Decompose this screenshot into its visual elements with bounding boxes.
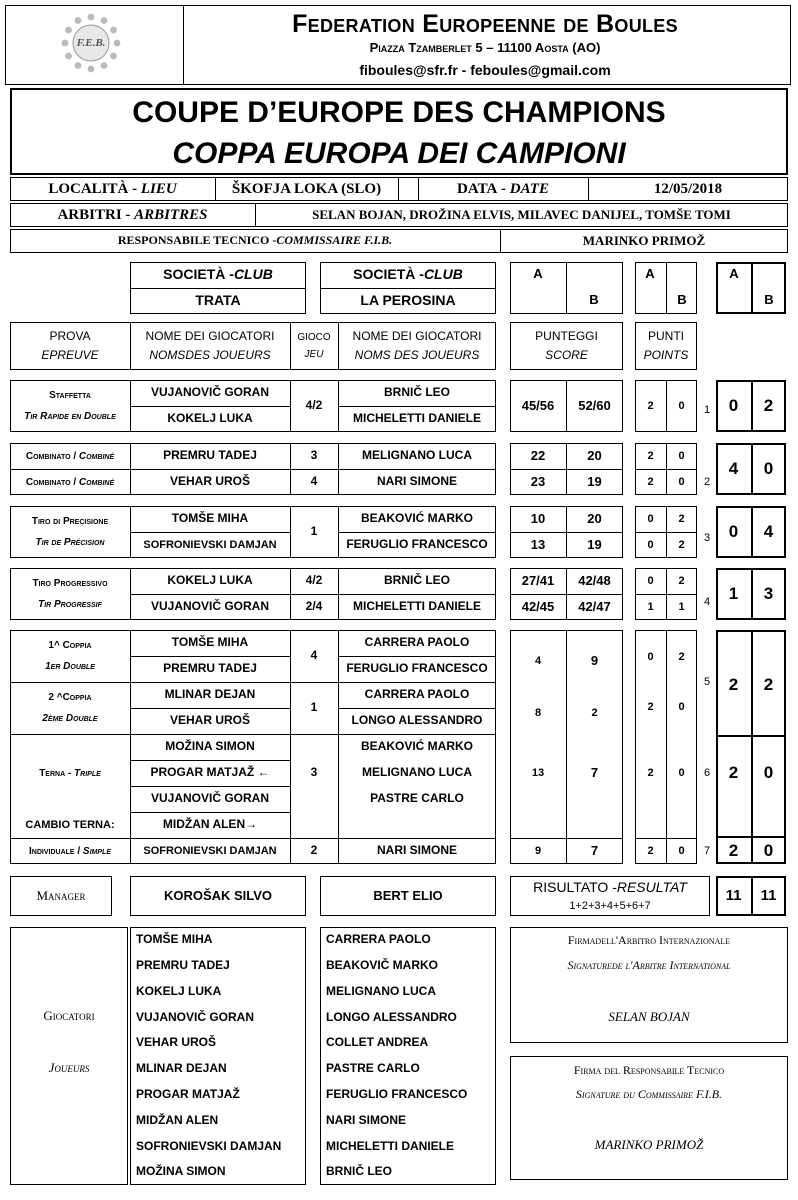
- event5b-player-b1: CARRERA PAOLO: [364, 687, 470, 702]
- ab-divider: [566, 262, 567, 314]
- technical-signature-title-it: Firma del Responsabile Tecnico: [573, 1063, 725, 1078]
- referee-signature-name: SELAN BOJAN: [608, 1008, 690, 1024]
- event3-number: 3: [703, 531, 711, 544]
- event5-game: 4: [310, 648, 318, 663]
- event6-player-a1: MOŽINA SIMON: [165, 739, 255, 754]
- technical-signature-name: MARINKO PRIMOŽ: [594, 1136, 704, 1152]
- org-emails: fiboules@sfr.fr - feboules@gmail.com: [359, 62, 611, 79]
- player-list-item: NARI SIMONE: [326, 1112, 407, 1127]
- event2-name-2: Combinato / Combiné: [25, 476, 115, 488]
- event5b-name: 2 ^Coppia 2ème Double: [42, 692, 98, 724]
- player-list-item: VEHAR UROŠ: [136, 1035, 217, 1050]
- players-label-fr: Joueurs: [48, 1059, 90, 1075]
- date-value: 12/05/2018: [653, 180, 723, 197]
- event1-player-b1: BRNIČ LEO: [384, 385, 450, 400]
- event7-player-a1: SOFRONIEVSKI DAMJAN: [143, 844, 277, 857]
- event3-player-a1: TOMŠE MIHA: [171, 511, 249, 526]
- event3-player-b1: BEAKOVIĆ MARKO: [360, 511, 473, 526]
- event5b-score-b: 2: [591, 706, 598, 719]
- event5-player-b1: CARRERA PAOLO: [364, 635, 470, 650]
- event2-game-2: 4: [310, 474, 318, 489]
- club-a-name: TRATA: [195, 292, 241, 309]
- event6-player-a2: PROGAR MATJAŽ ←: [150, 765, 270, 780]
- event3-points-1b: 2: [678, 512, 685, 525]
- event2-total-a: 4: [728, 458, 739, 478]
- referees-label: ARBITRI - ARBITRES: [57, 206, 208, 223]
- event1-game: 4/2: [305, 398, 323, 413]
- players-label-box: [10, 927, 128, 1185]
- event4-game-2: 2/4: [305, 599, 323, 614]
- event3-score-1b: 20: [587, 510, 602, 526]
- col-names-b: NOME DEI GIOCATORI NOMS DES JOUEURS: [352, 328, 482, 362]
- event2-total-b: 0: [763, 458, 774, 478]
- event4-total-a: 1: [728, 583, 739, 603]
- event4-score-2a: 42/45: [521, 598, 555, 614]
- event1-total-a: 0: [728, 395, 739, 415]
- event3-score-2b: 19: [587, 536, 602, 552]
- event2-player-b1: MELIGNANO LUCA: [362, 448, 472, 463]
- event5b-game: 1: [310, 700, 318, 715]
- col-game: GIOCO JEU: [297, 332, 331, 360]
- player-list-item: MELIGNANO LUCA: [326, 983, 436, 998]
- event2-score-2b: 19: [587, 473, 602, 489]
- manager-label: Manager: [36, 887, 86, 903]
- event3-points-1a: 0: [647, 512, 654, 525]
- technical-value: MARINKO PRIMOŽ: [582, 232, 706, 248]
- ab-divider: [666, 262, 667, 314]
- club-a-label: SOCIETÀ - CLUB: [163, 266, 273, 283]
- event2-score-1a: 22: [530, 447, 546, 463]
- org-name: Federation Europeenne de Boules: [292, 10, 678, 39]
- event4-number: 4: [703, 595, 711, 608]
- player-list-item: MOŽINA SIMON: [136, 1164, 226, 1179]
- event5-points-b: 2: [678, 650, 685, 663]
- event2-number: 2: [703, 475, 711, 488]
- event1-player-a2: KOKELJ LUKA: [167, 411, 253, 426]
- event1-player-b2: MICHELETTI DANIELE: [353, 411, 481, 426]
- event7-player-b1: NARI SIMONE: [376, 843, 457, 858]
- player-list-item: VUJANOVIČ GORAN: [136, 1009, 255, 1024]
- player-list-item: MICHELETTI DANIELE: [326, 1138, 454, 1153]
- technical-label: RESPONSABILE TECNICO - COMMISSAIRE F.I.B.: [117, 233, 393, 248]
- event6-player-b1: BEAKOVIĆ MARKO: [360, 739, 473, 754]
- event4-total-b: 3: [763, 583, 774, 603]
- points-b-label: B: [677, 291, 687, 307]
- event6-score-a: 13: [531, 766, 545, 779]
- event7-total-a: 2: [728, 840, 739, 860]
- event4-score-1a: 27/41: [521, 572, 555, 588]
- referee-signature-title-it: Firmadell'Arbitro Internazionale: [567, 933, 731, 948]
- event6-number: 6: [703, 766, 711, 779]
- event3-points-2b: 2: [678, 538, 685, 551]
- club-b-label: SOCIETÀ - CLUB: [353, 266, 463, 283]
- event5-player-b2: FERUGLIO FRANCESCO: [346, 661, 488, 676]
- result-formula: 1+2+3+4+5+6+7: [569, 899, 651, 912]
- event2-points-2b: 0: [678, 475, 685, 488]
- event7-points-a: 2: [647, 844, 654, 857]
- event2-points-2a: 2: [647, 475, 654, 488]
- event1-player-a1: VUJANOVIČ GORAN: [150, 385, 269, 400]
- player-list-item: KOKELJ LUKA: [136, 983, 222, 998]
- technical-signature-title-fr: Signature du Commissaire F.I.B.: [575, 1087, 723, 1102]
- event3-total-b: 4: [763, 521, 774, 541]
- event7-score-a: 9: [534, 844, 542, 857]
- manager-b: BERT ELIO: [373, 887, 443, 903]
- event6-player-a3: VUJANOVIČ GORAN: [150, 791, 269, 806]
- score-a-label: A: [533, 265, 543, 281]
- event5b-player-a2: VEHAR UROŠ: [169, 713, 250, 728]
- player-list-item: BEAKOVIČ MARKO: [326, 958, 439, 973]
- player-list-item: COLLET ANDREA: [326, 1035, 429, 1050]
- event3-game: 1: [310, 524, 318, 539]
- event4-game-1: 4/2: [305, 573, 323, 588]
- title-it: COPPA EUROPA DEI CAMPIONI: [172, 136, 626, 170]
- info-divider: [398, 177, 399, 201]
- event6-points-b: 0: [678, 766, 685, 779]
- event1-number: 1: [703, 403, 711, 416]
- event2-points-1b: 0: [678, 449, 685, 462]
- event4-points-2b: 1: [678, 600, 685, 613]
- event4-points-1a: 0: [647, 574, 654, 587]
- points-a-label: A: [645, 265, 655, 281]
- player-list-item: PROGAR MATJAŽ: [136, 1087, 240, 1102]
- player-list-item: CARRERA PAOLO: [326, 932, 431, 947]
- event2-name-1: Combinato / Combiné: [25, 450, 115, 462]
- event1-score-a: 45/56: [521, 397, 555, 413]
- event7-score-b: 7: [590, 842, 599, 858]
- event2-points-1a: 2: [647, 449, 654, 462]
- event4-score-2b: 42/47: [578, 598, 611, 614]
- event3-total-a: 0: [728, 521, 739, 541]
- event6-player-a4: MIDŽAN ALEN→: [162, 817, 258, 832]
- location-value: ŠKOFJA LOKA (SLO): [231, 180, 382, 197]
- event2-score-2a: 23: [530, 473, 546, 489]
- org-address: Piazza Tzamberlet 5 – 11100 Aosta (AO): [369, 39, 601, 55]
- ab-divider: [751, 262, 753, 314]
- event7-number: 7: [703, 844, 711, 857]
- event5-name: 1^ Coppia 1er Double: [45, 640, 95, 672]
- players-label-it: Giocatori: [43, 1007, 95, 1023]
- grid-h: [716, 735, 786, 737]
- player-list-item: PREMRU TADEJ: [136, 958, 230, 973]
- event5b-player-a1: MLINAR DEJAN: [164, 687, 256, 702]
- event5-number: 5: [703, 675, 711, 688]
- event2-player-b2: NARI SIMONE: [376, 474, 457, 489]
- event6-player-b3: PASTRE CARLO: [370, 791, 464, 806]
- event5-player-a2: PREMRU TADEJ: [163, 661, 257, 676]
- player-list-item: TOMŠE MIHA: [136, 932, 213, 947]
- score-b-label: B: [589, 291, 599, 307]
- event4-points-2a: 1: [647, 600, 654, 613]
- event4-player-a1: KOKELJ LUKA: [167, 573, 253, 588]
- player-list-item: BRNIČ LEO: [326, 1164, 392, 1179]
- event3-score-2a: 13: [530, 536, 546, 552]
- event2-game-1: 3: [310, 448, 318, 463]
- event6-name: Terna - Triple: [39, 767, 101, 779]
- event1-total-b: 2: [763, 395, 774, 415]
- event5b-player-b2: LONGO ALESSANDRO: [351, 713, 483, 728]
- event6-total-a: 2: [728, 762, 739, 782]
- result-total-a: 11: [725, 886, 742, 904]
- event4-player-a2: VUJANOVIČ GORAN: [150, 599, 269, 614]
- event2-score-1b: 20: [587, 447, 602, 463]
- feb-logo-text: F.E.B.: [76, 36, 106, 49]
- event6-player-b2: MELIGNANO LUCA: [362, 765, 472, 780]
- referees-value: SELAN BOJAN, DROŽINA ELVIS, MILAVEC DANIJEL, TOMŠE TOMI: [312, 206, 731, 222]
- col-points: PUNTI POINTS: [643, 328, 689, 362]
- event5-score-b: 9: [590, 652, 599, 668]
- event4-player-b2: MICHELETTI DANIELE: [353, 599, 481, 614]
- event3-points-2a: 0: [647, 538, 654, 551]
- event3-score-1a: 10: [530, 510, 546, 526]
- event3-player-b2: FERUGLIO FRANCESCO: [346, 537, 488, 552]
- event1-points-b: 0: [678, 399, 685, 412]
- col-prova: PROVA EPREUVE: [41, 328, 99, 362]
- col-score: PUNTEGGI SCORE: [535, 328, 598, 362]
- result-label: RISULTATO - RESULTAT: [533, 879, 687, 896]
- event7-name: Individuale / Simple: [29, 845, 111, 857]
- event3-player-a2: SOFRONIEVSKI DAMJAN: [143, 538, 277, 551]
- event5-total-b: 2: [763, 674, 774, 694]
- player-list-item: PASTRE CARLO: [326, 1061, 420, 1076]
- event6-game: 3: [310, 765, 318, 780]
- manager-a: KOROŠAK SILVO: [163, 887, 273, 903]
- result-total-b: 11: [760, 886, 777, 904]
- header-logo-divider: [183, 5, 184, 85]
- event3-name: Tiro di Precisione Tir de Précision: [31, 516, 109, 548]
- event5-total-a: 2: [728, 674, 739, 694]
- date-label: DATA - DATE: [457, 180, 549, 197]
- event5-points-a: 0: [647, 650, 654, 663]
- event5b-points-b: 0: [678, 700, 685, 713]
- event5b-points-a: 2: [647, 700, 654, 713]
- event1-points-a: 2: [647, 399, 654, 412]
- event7-total-b: 0: [763, 840, 774, 860]
- event7-game: 2: [310, 843, 318, 858]
- event2-player-a1: PREMRU TADEJ: [163, 448, 257, 463]
- player-list-item: LONGO ALESSANDRO: [326, 1009, 457, 1024]
- event5-score-a: 4: [534, 654, 542, 667]
- event4-points-1b: 2: [678, 574, 685, 587]
- event6-points-a: 2: [647, 766, 654, 779]
- event6-total-b: 0: [763, 762, 774, 782]
- event7-points-b: 0: [678, 844, 685, 857]
- club-b-name: LA PEROSINA: [360, 292, 456, 309]
- player-list-item: SOFRONIEVSKI DAMJAN: [136, 1138, 282, 1153]
- event1-score-b: 52/60: [578, 397, 611, 413]
- event4-name: Tiro Progressivo Tir Progressif: [32, 578, 108, 610]
- total-a-label: A: [729, 265, 739, 281]
- player-list-item: MIDŽAN ALEN: [136, 1112, 219, 1127]
- event6-cambio: CAMBIO TERNA:: [25, 818, 115, 831]
- col-names-a: NOME DEI GIOCATORI NOMSDES JOUEURS: [145, 328, 275, 362]
- event2-player-a2: VEHAR UROŠ: [169, 474, 250, 489]
- event5b-score-a: 8: [534, 706, 542, 719]
- event5-player-a1: TOMŠE MIHA: [171, 635, 249, 650]
- player-list-item: MLINAR DEJAN: [136, 1061, 227, 1076]
- referee-signature-title-fr: Signaturede l'Arbitre International: [567, 958, 731, 973]
- event1-name: Staffetta Tir Rapide en Double: [24, 390, 116, 422]
- player-list-item: FERUGLIO FRANCESCO: [326, 1087, 468, 1102]
- location-label: LOCALITÀ - LIEU: [48, 180, 177, 197]
- event6-score-b: 7: [590, 764, 599, 780]
- title-fr: COUPE D’EUROPE DES CHAMPIONS: [132, 95, 666, 129]
- feb-logo: [60, 12, 122, 74]
- event4-score-1b: 42/48: [578, 572, 611, 588]
- event4-player-b1: BRNIČ LEO: [384, 573, 450, 588]
- total-b-label: B: [764, 291, 774, 307]
